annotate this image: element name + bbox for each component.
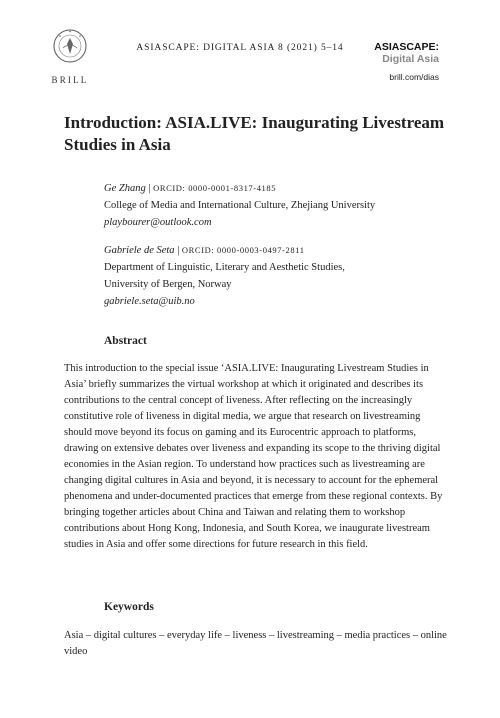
- author-orcid[interactable]: ORCID: 0000-0003-0497-2811: [181, 245, 305, 255]
- author-affiliation: College of Media and International Culture, Zhejiang University: [104, 200, 376, 211]
- author-email[interactable]: gabriele.seta@uib.no: [104, 296, 195, 307]
- title-line: Introduction: ASIA.LIVE: Inaugurating Livestream: [64, 113, 445, 132]
- title-line: Studies in Asia: [64, 135, 171, 154]
- author-name: Gabriele de Seta: [104, 245, 175, 256]
- running-head: ASIASCAPE: DIGITAL ASIA 8 (2021) 5–14: [136, 43, 344, 53]
- author-name: Ge Zhang: [104, 183, 146, 194]
- author-affiliation: University of Bergen, Norway: [104, 279, 232, 290]
- brill-seal-icon: [52, 28, 88, 64]
- keywords-text: Asia – digital cultures – everyday life – liveness – livestreaming – media practices – online video: [64, 630, 447, 657]
- journal-name: ASIASCAPE:: [374, 41, 439, 53]
- separator: |: [148, 183, 154, 194]
- author-orcid[interactable]: ORCID: 0000-0001-8317-4185: [153, 183, 277, 193]
- author-email[interactable]: playbourer@outlook.com: [104, 217, 212, 228]
- journal-subtitle: Digital Asia: [382, 53, 439, 65]
- keywords-heading: Keywords: [104, 601, 154, 613]
- author-block: [104, 180, 444, 231]
- publisher-name: BRILL: [51, 75, 89, 85]
- journal-url[interactable]: brill.com/dias: [389, 72, 439, 82]
- article-title: [64, 112, 444, 156]
- separator: |: [177, 245, 182, 256]
- journal-brand: [374, 41, 439, 82]
- abstract-heading: Abstract: [104, 335, 147, 347]
- publisher-logo: [50, 28, 90, 90]
- author-affiliation: Department of Linguistic, Literary and Aesthetic Studies,: [104, 262, 345, 273]
- abstract-text: This introduction to the special issue ‘ASIA.LIVE: Inaugurating Livestream Studies in Asia’ briefly summarizes the virtual workshop at which it originated and describes its contributions to the central concept of liveness. After reflecting on the increasingly constitutive role of liveness in digital media, we argue that research on livestreaming should move beyond its focus on gaming and its Eurocentric approach to platforms, drawing on extensive debates over liveness and expanding its scope to the thriving digital economies in the Asian region. To understand how practices such as livestreaming are changing digital cultures in Asia and beyond, it is necessary to account for the ephemeral phenomena and under-documented practices that emerge from these regional contexts. By bringing together articles about China and Taiwan and relating them to workshop contributions about Hong Kong, Indonesia, and South Korea, we inaugurate livestream studies in Asia and offer some directions for future research in this field.: [64, 363, 443, 550]
- author-block: [104, 242, 444, 310]
